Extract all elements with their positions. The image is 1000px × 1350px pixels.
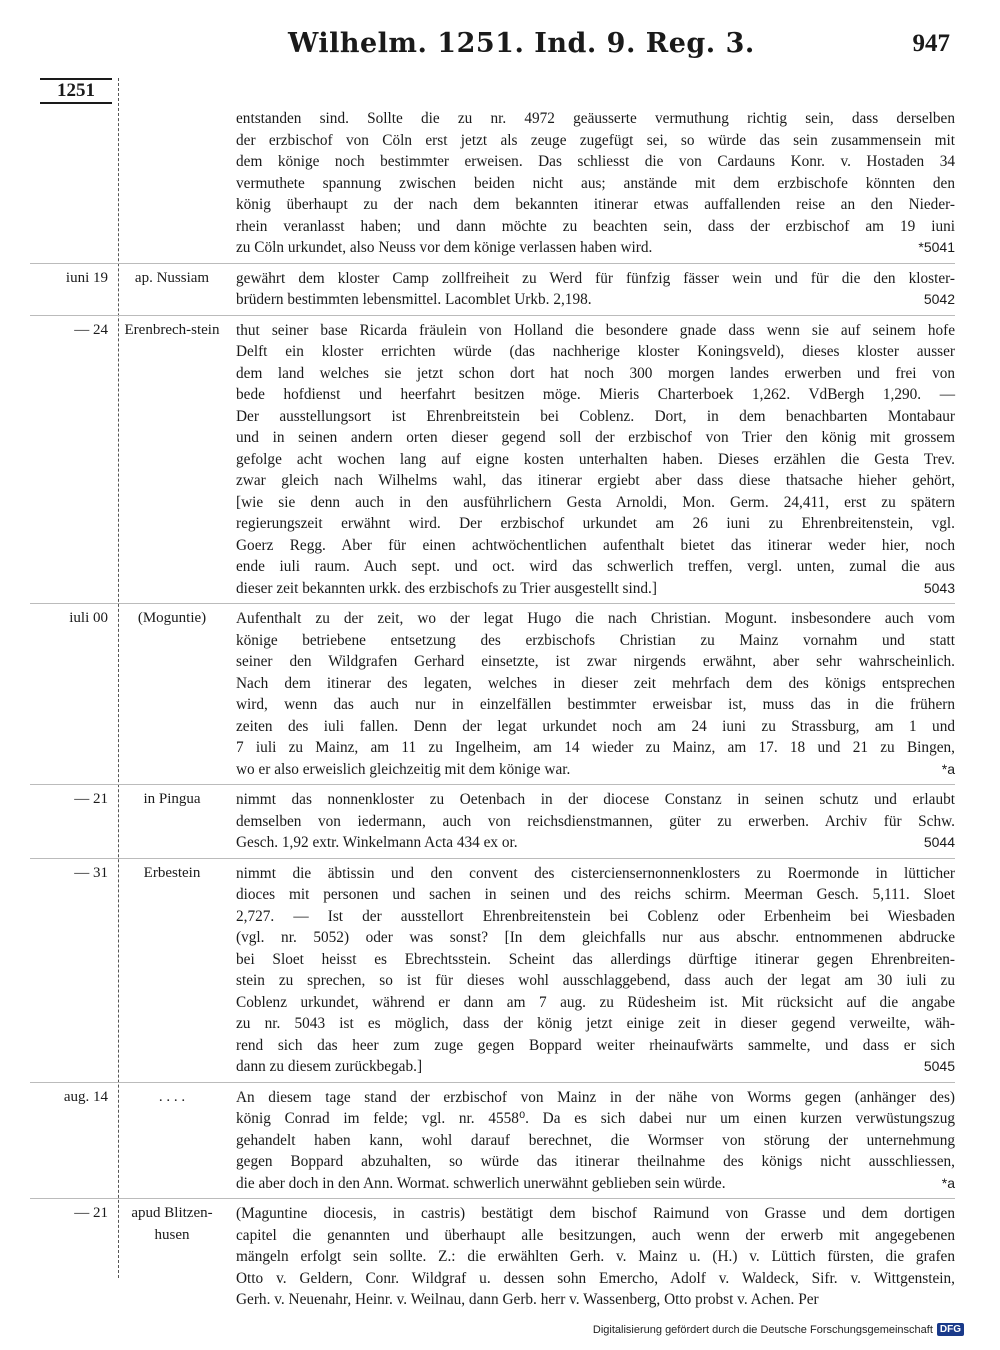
dfg-logo-icon: DFG xyxy=(937,1323,964,1336)
entry-text-line: stein zu sprechen, so ist für dieses wohl ausschlaggebend, dass auch der legat am 30 iuli zu xyxy=(236,972,955,989)
entry-text-line: wird, wenn das auch nur in einzelfällen bestimmter erweisbar ist, muss das in die frühern xyxy=(236,696,955,713)
entry-text-line: (Maguntine diocesis, in castris) bestätigt dem bischof Raimund von Grasse und dem dortigen xyxy=(236,1205,955,1222)
entry-text xyxy=(236,268,955,311)
entry-text-line: dem könige noch bestimmter erweisen. Das schliesst die von Cardauns Konr. v. Hostaden 34 xyxy=(236,153,955,170)
entry-text-line: Der ausstellungsort ist Ehrenbreitstein bei Coblenz. Dort, in dem benachbarten Montabaur xyxy=(236,407,955,425)
entry-text-line: nimmt das nonnenkloster zu Oetenbach in der diocese Constanz in seinen schutz und erlaubt xyxy=(236,791,955,808)
entry-last-line xyxy=(236,759,955,781)
entry-text-line: capitel die genannten und überhaupt alle besitzungen, auch wenn der erwerb mit angegebenen xyxy=(236,1226,955,1244)
entry-text-line: vermuthete spannung zwischen beiden nicht aus; anstände mit dem erzbischofe könnten den xyxy=(236,174,955,192)
page-number: 947 xyxy=(912,30,950,57)
entry-number: 5043 xyxy=(923,579,955,596)
entry-text-line: zwar gleich nach Wilhelms wahl, das itinerar ergiebt aber dass diese thatsache hieher gehört, xyxy=(236,472,955,489)
entry-text-line: Delft ein kloster errichten würde (das nachherige kloster Koningsveld), dieses kloster ausser xyxy=(236,343,955,360)
entry-place: (Moguntie) xyxy=(137,610,207,626)
entry-text-line: Aufenthalt zu der zeit, wo der legat Hugo die nach Christian. Mogunt. insbesondere auch vom xyxy=(236,610,955,627)
entry-text-line: zu nr. 5043 ist es möglich, dass der könig jetzt einige zeit in dieser gegend verweilte, wäh- xyxy=(236,1015,955,1032)
entry-date: iuni 19 xyxy=(65,269,108,286)
entry-text-line: An diesem tage stand der erzbischof von Mainz in der nähe von Worms gegen (anhänger des) xyxy=(236,1088,955,1106)
entry-text-line: rend sich das heer zum zuge gegen Boppard weiter rheinaufwärts sammelte, und dass er sich xyxy=(236,1036,955,1054)
entry-text-line: der erzbischof von Cöln erst jetzt als zeuge zugefügt sei, so würde das sein zusammensein mit xyxy=(236,131,955,149)
entry-text-line: Otto v. Geldern, Conr. Wildgraf u. dessen sohn Emercho, Adolf v. Waldeck, Sifr. v. Wittgenstein, xyxy=(236,1269,955,1287)
entry-last-line xyxy=(236,832,955,854)
entry-text-line: dioces mit personen und sachen in seinen und des reichs schirm. Meerman Gesch. 5,111. Sloet xyxy=(236,886,955,903)
entry-text-line: ende iuli raum. Auch sept. und oct. wird das schwerlich treffen, vergl. unten, zumal die aus xyxy=(236,558,955,575)
entry-text-line: 2,727. — Ist der ausstellort Ehrenbreitenstein bei Coblenz oder Erbenheim bei Wiesbaden xyxy=(236,907,955,925)
regest-entry xyxy=(30,784,955,858)
entry-text-line: dem land welches sie jetzt schon dort hat noch 300 morgen landes erwerben und frei von xyxy=(236,364,955,382)
entry-place xyxy=(122,108,222,259)
regest-entry xyxy=(30,315,955,604)
entry-text-line: Gesch. 1,92 extr. Winkelmann Acta 434 ex or. xyxy=(236,834,518,851)
entry-text xyxy=(236,789,955,854)
entry-place: in Pingua xyxy=(143,791,201,807)
entry-place: ap. Nussiam xyxy=(134,269,210,286)
entry-text-line: (vgl. nr. 5052) oder was sonst? [In dem gleichfalls nur aus abschr. entnommenen abdrucke xyxy=(236,929,955,946)
entry-number: 5045 xyxy=(923,1058,955,1074)
entry-text-line: könige betriebene entsetzung des erzbischofs Christian zu Mainz vornahm und statt xyxy=(236,631,955,649)
entry-last-line xyxy=(236,289,955,311)
regest-entry xyxy=(30,1198,955,1315)
entry-text-line: bei Sloet heisst es Ebrechtsstein. Scheint das allerdings dürftige itinerar gegen Ehrenbreiten- xyxy=(236,950,955,968)
entry-last-line xyxy=(236,578,955,600)
entry-text-line: regierungszeit erwähnt wird. Der erzbischof urkundet am 26 iuni zu Ehrenbreitenstein, vgl. xyxy=(236,515,955,532)
entry-text xyxy=(236,1203,955,1311)
entry-text-line: die aber doch in den Ann. Wormat. schwerlich unerwähnt geblieben sein würde. xyxy=(236,1174,726,1192)
entry-number: 5044 xyxy=(923,834,955,850)
entry-text-line: und in seinen andern orten dieser gegend soll der erzbischof von Trier den könig mit grossem xyxy=(236,429,955,446)
entry-text-line: dieser zeit bekannten urkk. des erzbischofs zu Trier ausgestellt sind.] xyxy=(236,579,657,597)
entry-text xyxy=(236,1087,955,1195)
entry-date: iuli 00 xyxy=(69,610,108,626)
regest-entry xyxy=(30,263,955,315)
entry-last-line xyxy=(236,1289,955,1311)
entry-text-line: thut seiner base Ricarda fräulein von Holland die besondere gnade dass wenn sie auf seinem hofe xyxy=(236,321,955,339)
entry-text xyxy=(236,608,955,780)
entry-text-line: 7 iuli zu Mainz, am 11 zu Ingelheim, am 14 wieder zu Mainz, am 17. 18 und 21 zu Bingen, xyxy=(236,739,955,756)
entry-text-line: rhein veranlasst haben; und dann möchte zu beachten sein, dass der erzbischof am 19 iuni xyxy=(236,217,955,235)
entry-text-line: seiner den Wildgrafen Gerhard einsetzte, ist zwar nirgends erwähnt, aber sehr wahrscheinlich. xyxy=(236,653,955,670)
regest-entry xyxy=(30,1082,955,1199)
entry-date: — 31 xyxy=(74,864,108,881)
entry-date xyxy=(30,108,108,259)
regest-entry xyxy=(30,603,955,784)
entry-text-line: [wie sie denn auch in den ausführlichern Gesta Arnoldi, Mon. Germ. 24,411, erst zu spätern xyxy=(236,493,955,511)
entry-number: *a xyxy=(941,1174,955,1191)
entry-text-line: gehandelt haben kann, wohl darauf berechnet, die Wormser von störung der unternehmung xyxy=(236,1131,955,1149)
footer xyxy=(593,1323,964,1336)
entry-date: — 21 xyxy=(74,791,108,807)
entry-text xyxy=(236,320,955,600)
entry-text xyxy=(236,863,955,1078)
entry-text-line: gewährt dem kloster Camp zollfreiheit zu Werd für fünfzig fässer wein und für die den kloster- xyxy=(236,269,955,287)
entry-last-line xyxy=(236,1173,955,1195)
entry-text-line: bede hofdienst und heerfahrt besitzen möge. Mieris Charterboek 1,262. VdBergh 1,290. — xyxy=(236,386,955,403)
entry-place: Erbestein xyxy=(143,864,201,881)
regest-entry xyxy=(30,858,955,1082)
entry-text-line: entstanden sind. Sollte die zu nr. 4972 geäusserte vermuthung richtig sein, dass derselben xyxy=(236,110,955,127)
footer-credit: Digitalisierung gefördert durch die Deutsche Forschungsgemeinschaft xyxy=(592,1323,933,1336)
entry-text-line: wo er also erweislich gleichzeitig mit dem könige war. xyxy=(236,760,571,778)
entry-text-line: brüdern bestimmten lebensmittel. Lacomblet Urkb. 2,198. xyxy=(236,291,592,308)
entry-text-line: könig Conrad im felde; vgl. nr. 4558⁰. Da es sich dabei nur um einen kurzen verwüstungszug xyxy=(236,1110,955,1127)
page-header xyxy=(0,28,1000,68)
entry-last-line xyxy=(236,1056,955,1078)
entry-text-line: Gerh. v. Neuenahr, Heinr. v. Weilnau, dann Gerb. herr v. Wassenberg, Otto probst v. Achen. Per xyxy=(236,1291,819,1308)
entry-text-line: mängeln erfolgt sein sollte. Z.: die erwählten Gerh. v. Mainz u. (H.) v. Lüttich fürsten, die grafen xyxy=(236,1248,955,1265)
entry-text-line: gegen Boppard abzuhalten, so würde das itinerar theilnahme des königs nicht ausschliessen, xyxy=(236,1153,955,1170)
entry-place: . . . . xyxy=(158,1088,186,1105)
entry-text-line: Coblenz urkundet, während er dann am 7 aug. zu Rüdesheim ist. Mit rücksicht auf die angabe xyxy=(236,993,955,1011)
entry-text-line: Goerz Regg. Aber für einen achtwöchentlichen aufenthalt bietet das itinerar weder hier, noch xyxy=(236,536,955,554)
entry-text-line: Nach dem itinerar des legaten, welches in dieser zeit mehrfach dem des königs entsprechen xyxy=(236,674,955,692)
entry-list xyxy=(30,108,955,1315)
entry-text-line: dann zu diesem zurückbegab.] xyxy=(236,1058,423,1075)
entry-text-line: zeiten des iuli fallen. Denn der legat urkundet noch am 24 iuni zu Strassburg, am 1 und xyxy=(236,717,955,735)
regest-entry xyxy=(30,108,955,263)
entry-text xyxy=(236,108,955,259)
entry-date: aug. 14 xyxy=(63,1088,108,1105)
entry-last-line xyxy=(236,237,955,259)
entry-text-line: zu Cöln urkundet, also Neuss vor dem könige verlassen haben wird. xyxy=(236,239,653,256)
entry-place: apud Blitzen-husen xyxy=(131,1205,213,1243)
entry-date: — 21 xyxy=(74,1205,108,1221)
entry-number: 5042 xyxy=(923,291,955,307)
year-label: 1251 xyxy=(40,78,112,104)
entry-text-line: könig überhaupt zu der nach dem bekannten itinerar etwas auffallenden reise an den Nieder- xyxy=(236,196,955,213)
entry-text-line: demselben von iedermann, auch von reichsdienstmannen, güter zu erwerben. Archiv für Schw. xyxy=(236,812,955,830)
entry-text-line: gefolge acht wochen lang auf eigne kosten unterhalten haben. Dieses erzählen die Gesta Trev. xyxy=(236,450,955,468)
entry-text-line: nimmt die äbtissin und den convent des cisterciensernonnenklosters zu Roermonde in lütticher xyxy=(236,864,955,882)
entry-place: Erenbrech-stein xyxy=(124,321,220,338)
entry-date: — 24 xyxy=(74,321,108,338)
entry-number: *a xyxy=(941,760,955,777)
page-title: Wilhelm. 1251. Ind. 9. Reg. 3. xyxy=(288,28,755,59)
entry-number: *5041 xyxy=(918,239,955,255)
